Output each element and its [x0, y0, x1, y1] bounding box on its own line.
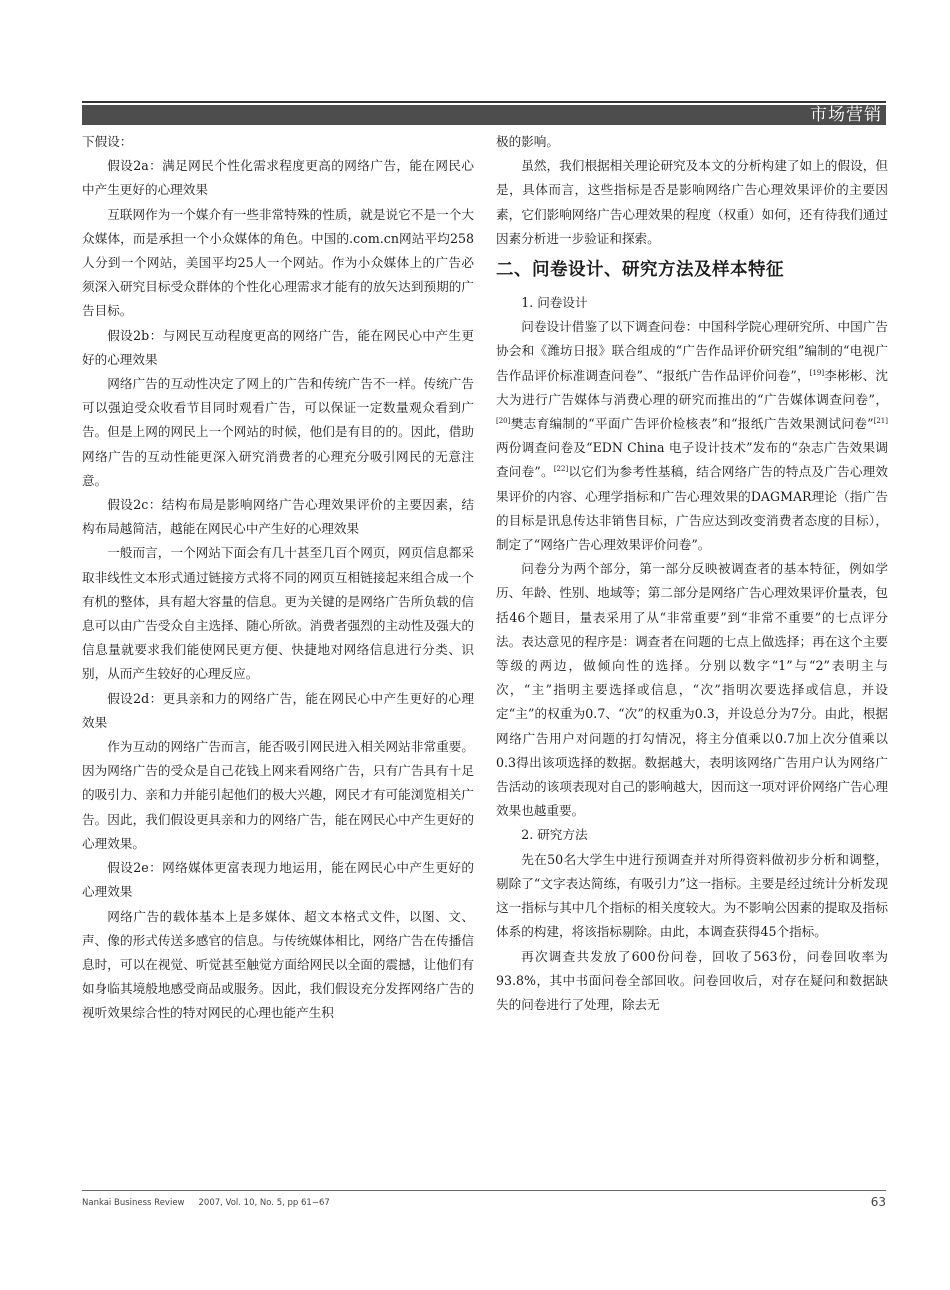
subheading-questionnaire: 1. 问卷设计 [521, 295, 588, 311]
page-number: 63 [870, 1195, 886, 1209]
section-heading: 二、问卷设计、研究方法及样本特征 [496, 260, 784, 281]
hypothesis-2d: 假设2d：更具亲和力的网络广告，能在网民心中产生更好的心理效果 [82, 690, 474, 730]
hypothesis-2c: 假设2c：结构布局是影响网络广告心理效果评价的主要因素，结构布局越简洁，越能在网民心中产生好的心理效果 [82, 497, 474, 537]
right-column [496, 130, 888, 1017]
text-run: 樊志育编制的“平面广告评价检核表”和“报纸广告效果测试问卷” [510, 416, 874, 432]
paragraph: 再次调查共发放了600份问卷，回收了563份，问卷回收率为93.8%，其中书面问卷全部回收。问卷回收后，对存在疑问和数据缺失的问卷进行了处理，除去无 [496, 948, 888, 1012]
paragraph-questionnaire-sources [496, 315, 888, 557]
paragraph: 网络广告的互动性决定了网上的广告和传统广告不一样。传统广告可以强迫受众收看节目同时观看广告，可以保证一定数量观众看到广告。但是上网的网民上一个网站的时候，他们是有目的的。因此，借助网络广告的互动性能更深入研究消费者的心理充分吸引网民的无意注意。 [82, 376, 474, 488]
paragraph: 极的影响。 [496, 134, 559, 149]
footer-citation [82, 1198, 344, 1208]
hypothesis-2a: 假设2a：满足网民个性化需求程度更高的网络广告，能在网民心中产生更好的心理效果 [82, 158, 474, 198]
paragraph: 互联网作为一个媒介有一些非常特殊的性质，就是说它不是一个大众媒体，而是承担一个小众媒体的角色。中国的.com.cn网站平均258人分到一个网站，美国平均25人一个网站。作为小众媒体上的广告必须深入研究目标受众群体的个性化心理需求才能有的放矢达到预期的广告目标。 [82, 206, 474, 319]
paragraph: 虽然，我们根据相关理论研究及本文的分析构建了如上的假设，但是，具体而言，这些指标是否是影响网络广告心理效果评价的主要因素，它们影响网络广告心理效果的程度（权重）如何，还有待我们通过因素分析进一步验证和探索。 [496, 158, 888, 246]
text-run: 两份调查问卷及“EDN China 电子设计技术”发布的“杂志广告效果调查问卷”。 [496, 440, 888, 480]
paragraph: 作为互动的网络广告而言，能否吸引网民进入相关网站非常重要。因为网络广告的受众是自己花钱上网来看网络广告，只有广告具有十足的吸引力、亲和力并能引起他们的极大兴趣，网民才有可能浏览相关广告。因此，我们假设更具亲和力的网络广告，能在网民心中产生更好的心理效果。 [82, 739, 474, 851]
journal-name: Nankai Business Review [82, 1198, 185, 1208]
paragraph: 网络广告的载体基本上是多媒体、超文本格式文件，以图、文、声、像的形式传送多感官的信息。与传统媒体相比，网络广告在传播信息时，可以在视觉、听觉甚至触觉方面给网民以全面的震撼，让他们有如身临其境般地感受商品或服务。因此，我们假设充分发挥网络广告的视听效果综合性的特对网民的心理也能产生积 [82, 908, 474, 1021]
hypothesis-2b: 假设2b：与网民互动程度更高的网络广告，能在网民心中产生更好的心理效果 [82, 327, 474, 367]
paragraph: 下假设： [82, 134, 133, 149]
paragraph: 问卷分为两个部分，第一部分反映被调查者的基本特征，例如学历、年龄、性别、地域等；第二部分是网络广告心理效果评价量表，包括46个题目，量表采用了从“非常重要”到“非常不重要”的七点评分法。表达意见的程序是：调查者在问题的七点上做选择；再在这个主要等级的两边，做倾向性的选择。分别以数字“1”与“2”表明主与次，“主”指明主要选择或信息，“次”指明次要选择或信息，并设定“主”的权重为0.7、“次”的权重为0.3，并设总分为7分。由此，根据网络广告用户对问题的打勾情况，将主分值乘以0.7加上次分值乘以0.3得出该项选择的数据。数据越大，表明该网络广告用户认为网络广告活动的该项表现对自己的影响越大，因而这一项对评价网络广告心理效果也越重要。 [496, 561, 888, 819]
citation-ref: [21] [873, 417, 888, 426]
paragraph: 先在50名大学生中进行预调查并对所得资料做初步分析和调整，剔除了“文字表达简练，有吸引力”这一指标。主要是经过统计分析发现这一指标与其中几个指标的相关度较大。为不影响公因素的提取及指标体系的构建，将该指标剔除。由此，本调查获得45个指标。 [496, 851, 888, 940]
footer-rule [82, 1190, 886, 1191]
citation-ref: [19] [809, 368, 825, 377]
issue-info: 2007, Vol. 10, No. 5, pp 61−67 [198, 1198, 330, 1208]
hypothesis-2e: 假设2e：网络媒体更富表现力地运用，能在网民心中产生更好的心理效果 [82, 860, 474, 900]
text-run: 以它们为参考性基稿，结合网络广告的特点及广告心理效果评价的内容、心理学指标和广告心理效果的DAGMAR理论（指广告的目标是讯息传达非销售目标，广告应达到改变消费者态度的目标），制定了“网络广告心理效果评价问卷”。 [496, 464, 888, 553]
paragraph: 一般而言，一个网站下面会有几十甚至几百个网页，网页信息都采取非线性文本形式通过链接方式将不同的网页互相链接起来组合成一个有机的整体，具有超大容量的信息。更为关键的是网络广告所负载的信息可以由广告受众自主选择、随心所欲。消费者强烈的主动性及强大的信息量就要求我们能使网民更方便、快捷地对网络信息进行分类、识别，从而产生较好的心理反应。 [82, 545, 474, 682]
citation-ref: [22] [553, 465, 569, 474]
text-run: 问卷设计借鉴了以下调查问卷：中国科学院心理研究所、中国广告协会和《潍坊日报》联合组成的“广告作品评价研究组”编制的“电视广告作品评价标准调查问卷”、“报纸广告作品评价问卷”， [496, 319, 888, 383]
subheading-method: 2. 研究方法 [521, 827, 588, 843]
header-rule [82, 101, 886, 103]
text-run: 李彬彬、沈大为进行广告媒体与消费心理的研究而推出的“广告媒体调查问卷”， [496, 367, 888, 407]
citation-ref: [20] [496, 417, 511, 426]
header-band [82, 105, 886, 125]
section-title: 市场营销 [810, 105, 882, 125]
left-column [82, 130, 474, 1026]
